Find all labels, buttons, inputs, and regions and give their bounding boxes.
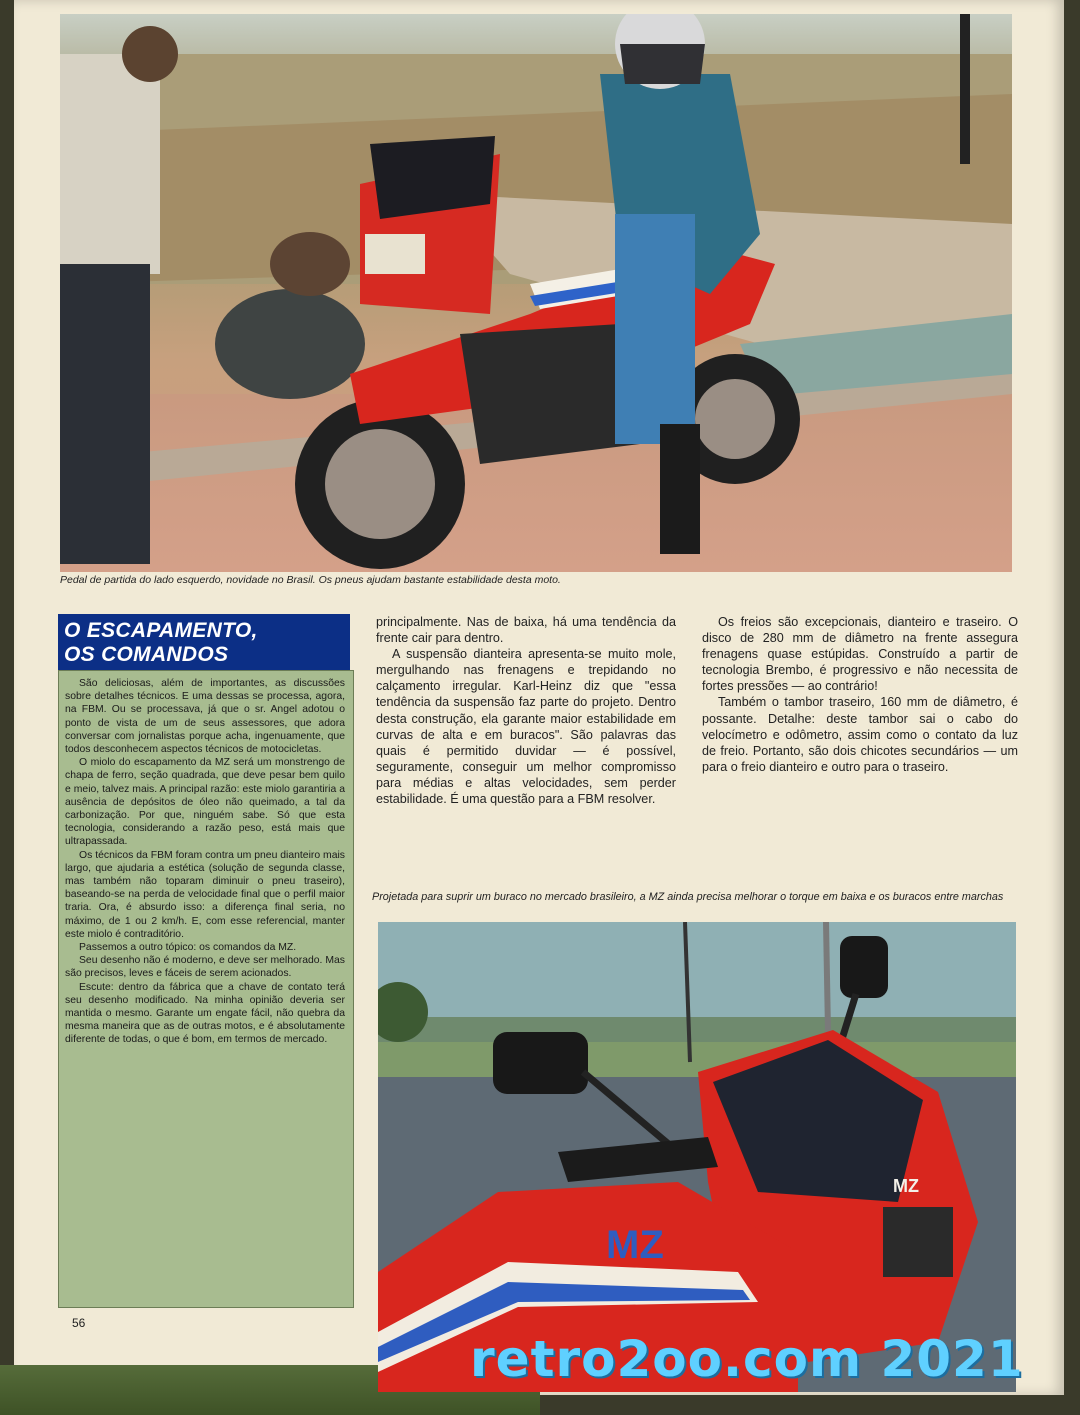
sidebar-paragraph: Os técnicos da FBM foram contra um pneu dianteiro mais largo, que ajudaria a estética (solução de segunda classe, mas também não toparam diminuir o pneu traseiro), baseando-se na perda de velocidade final que o perfil maior traria. Ora, é absurdo isso: a diferença final seria, no máximo, de 1 ou 2 km/h. E, com esse referencial, manter este miolo é contraditório. — [65, 849, 345, 940]
sidebar-paragraph: São deliciosas, além de importantes, as discussões sobre detalhes técnicos. E uma dessas se processa, agora, na FBM. Ou se processava, já que o sr. Angel adotou o ponto de vista de um de seus assessores, que adora conversar com jornalistas porque acha, ingenuamente, que todos desconhecem aspectos técnicos de motocicletas. — [65, 678, 345, 756]
article-paragraph: Também o tambor traseiro, 160 mm de diâmetro, é possante. Detalhe: deste tambor sai o cabo do velocímetro e odômetro, assim como o contato da luz de freio. Portanto, são dois chicotes secundários — um para o freio dianteiro e outro para o traseiro. — [702, 695, 1018, 774]
page-number: 56 — [72, 1316, 86, 1330]
article-paragraph: A suspensão dianteira apresenta-se muito mole, mergulhando nas frenagens e trepidando no calçamento irregular. Karl-Heinz diz que "essa tendência da suspensão faz parte do projeto. Dentro desta construção, ela garante maior estabilidade em curvas de alta e em buracos". São palavras das quais é permitido duvidar — é possível, seguramente, conseguir um melhor compromisso para médias e altas velocidades, sem perder estabilidade. É uma questão para a FBM resolver. — [376, 647, 676, 807]
article-column-middle — [376, 614, 676, 807]
sidebar-paragraph: Escute: dentro da fábrica que a chave de contato terá seu desenho modificado. Na minha opinião deveria ser mantida o mesmo. Garante um engate fácil, não quebra da mesma maneira que as de outras motos, e é absolutamente diferente de todas, o que é bom, em termos de mercado. — [65, 981, 345, 1046]
fairing-logo-text: MZ — [893, 1176, 919, 1196]
sidebar-heading-line2: OS COMANDOS — [64, 643, 229, 666]
sidebar-heading-line1: O ESCAPAMENTO, — [64, 619, 258, 642]
watermark-text: retro2oo.com 2021 — [470, 1330, 1024, 1388]
photo-caption-top: Pedal de partida do lado esquerdo, novidade no Brasil. Os pneus ajudam bastante estabilidade desta moto. — [60, 574, 561, 586]
sidebar-paragraph: Seu desenho não é moderno, e deve ser melhorado. Mas são precisos, leves e fáceis de serem acionados. — [65, 955, 345, 980]
sidebar-body — [58, 670, 354, 1308]
motorcycle-closeup-illustration — [378, 922, 1016, 1392]
sidebar-paragraph: Passemos a outro tópico: os comandos da MZ. — [79, 942, 297, 954]
article-paragraph: principalmente. Nas de baixa, há uma tendência da frente cair para dentro. — [376, 615, 676, 646]
photo-riders-with-motorcycle — [60, 14, 1012, 572]
article-paragraph: Os freios são excepcionais, dianteiro e traseiro. O disco de 280 mm de diâmetro na frente assegura frenagens quase estúpidas. Construído a partir de tecnologia Brembo, é progressivo e não necessita de fortes pressões — ao contrário! — [702, 615, 1018, 694]
photo-caption-bottom: Projetada para suprir um buraco no mercado brasileiro, a MZ ainda precisa melhorar o torque em baixa e os buracos entre marchas — [372, 891, 1004, 903]
tank-logo-text: MZ — [606, 1223, 664, 1267]
photo-motorcycle-closeup — [378, 922, 1016, 1392]
motorcycle-roadside-illustration — [60, 14, 1012, 572]
sidebar-heading — [58, 614, 350, 670]
sidebar-paragraph: O miolo do escapamento da MZ será um monstrengo de chapa de ferro, seção quadrada, que deve pesar bem quilo e meio, talvez mais. A principal razão: este miolo garantiria a ausência de depósitos de óleo não queimado, a tal da carbonização. Por que, ninguém sabe. Só que esta tecnologia, considerando a razão peso, está mais que ultrapassada. — [65, 757, 345, 848]
article-column-right — [702, 614, 1018, 775]
